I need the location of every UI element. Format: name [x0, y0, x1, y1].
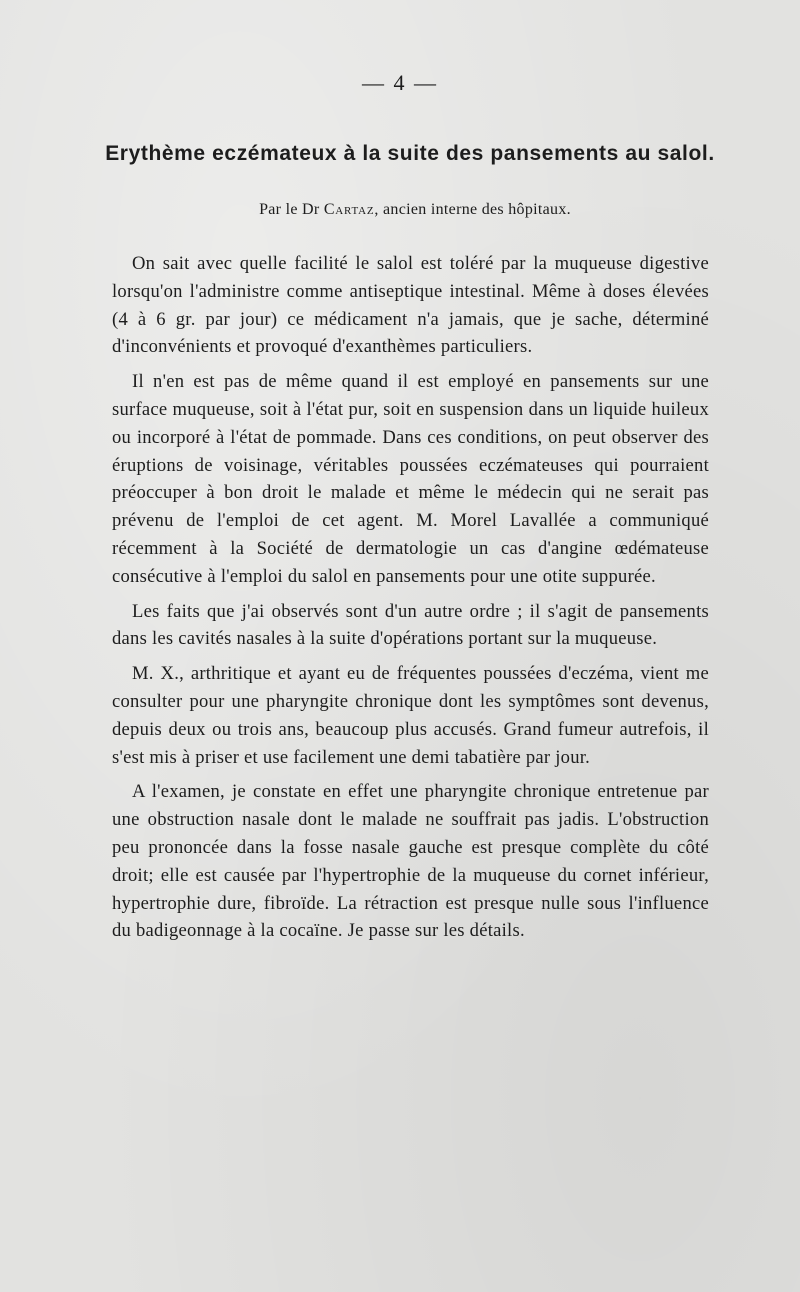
paragraph-4: M. X., arthritique et ayant eu de fréquentes poussées d'eczéma, vient me consulter pour une pharyngite chronique dont les symptômes sont devenus, depuis deux ou trois ans, beaucoup plus accusés. Grand fumeur autrefois, il s'est mis à priser et use facilement une demi tabatière par jour. — [112, 663, 709, 768]
article-byline — [150, 201, 680, 219]
byline-prefix: Par le Dr — [259, 201, 324, 218]
page-number: — 4 — — [362, 70, 438, 95]
article-body — [112, 250, 709, 952]
paragraph-1: On sait avec quelle facilité le salol est toléré par la muqueuse digestive lorsqu'on l'administre comme antiseptique intestinal. Même à doses élevées (4 à 6 gr. par jour) ce médicament n'a jamais, que je sache, déterminé d'inconvénients et provoqué d'exanthèmes particuliers. — [112, 253, 709, 358]
paragraph-2: Il n'en est pas de même quand il est employé en pansements sur une surface muqueuse, soit à l'état pur, soit en suspension dans un liquide huileux ou incorporé à l'état de pommade. Dans ces conditions, on peut observer des éruptions de voisinage, véritables poussées eczémateuses qui pourraient préoccuper à bon droit le malade et même le médecin qui ne serait pas prévenu de l'emploi de cet agent. M. Morel Lavallée a communiqué récemment à la Société de dermatologie un cas d'angine œdémateuse consécutive à l'emploi du salol en pansements pour une otite suppurée. — [112, 371, 709, 587]
byline-author: Cartaz — [323, 201, 375, 218]
paragraph-3: Les faits que j'ai observés sont d'un autre ordre ; il s'agit de pansements dans les cavités nasales à la suite d'opérations portant sur la muqueuse. — [112, 600, 709, 650]
article-title: Erythème eczémateux à la suite des pansements au salol. — [105, 142, 715, 165]
byline-suffix: , ancien interne des hôpitaux. — [374, 201, 571, 218]
paragraph-5: A l'examen, je constate en effet une pharyngite chronique entretenue par une obstruction nasale dont le malade ne souffrait pas jadis. L'obstruction peu prononcée dans la fosse nasale gauche est presque complète du côté droit; elle est causée par l'hypertrophie de la muqueuse du cornet inférieur, hypertrophie dure, fibroïde. La rétraction est presque nulle sous l'influence du badigeonnage à la cocaïne. Je passe sur les détails. — [112, 781, 709, 942]
